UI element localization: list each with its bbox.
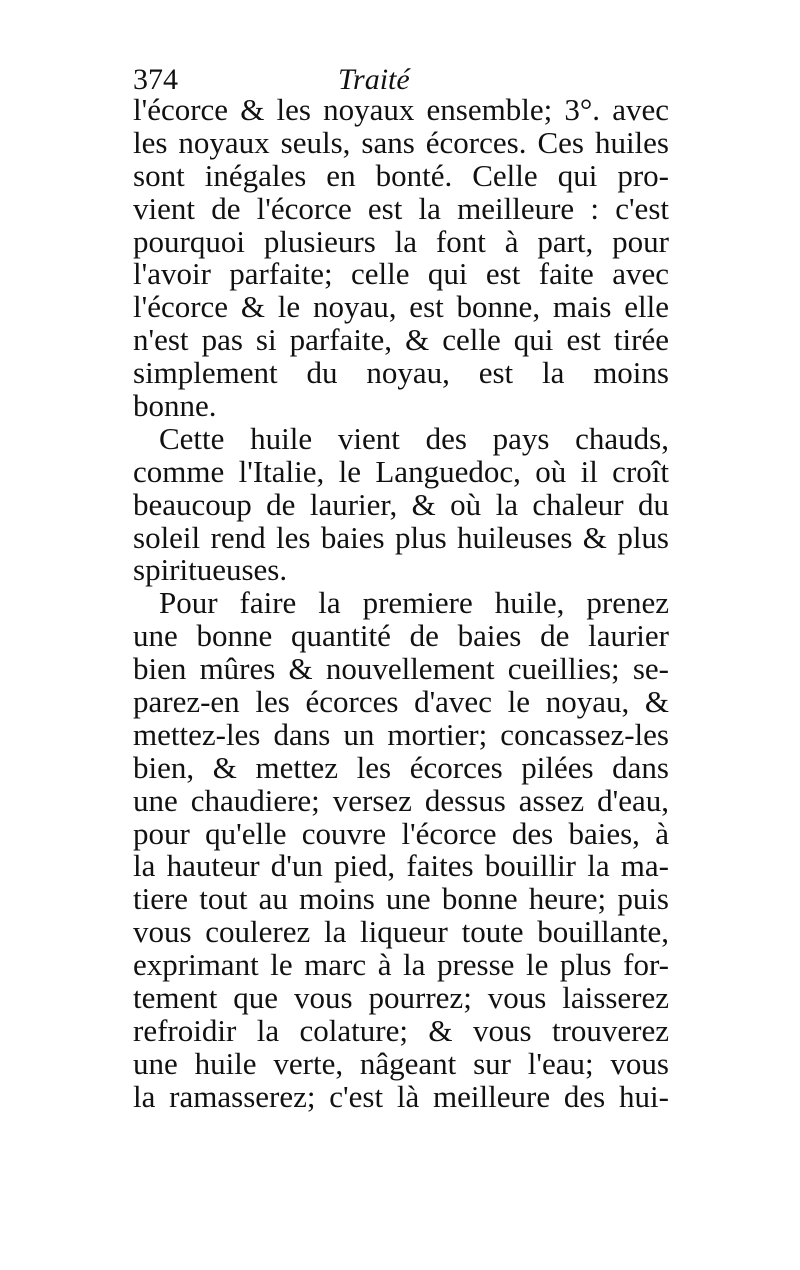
running-head: Traité: [338, 63, 410, 96]
text-line: spiritueuses.: [133, 552, 288, 588]
text-line: les noyaux seuls, sans écorces. Ces huiles: [133, 124, 669, 160]
body-text: [133, 94, 669, 1114]
text-line: l'écorce & les noyaux ensemble; 3°. avec: [133, 92, 669, 127]
page-number: 374: [133, 63, 178, 96]
text-line: pourquoi plusieurs la font à part, pour: [133, 223, 669, 259]
text-line: tement que vous pourrez; vous laisserez: [133, 980, 669, 1016]
text-line: beaucoup de laurier, & où la chaleur du: [133, 486, 669, 522]
text-line: exprimant le marc à la presse le plus for-: [133, 947, 669, 983]
text-line: refroidir la colature; & vous trouverez: [133, 1012, 669, 1048]
text-line: simplement du noyau, est la moins: [133, 355, 669, 391]
text-line: tiere tout au moins une bonne heure; puis: [133, 881, 669, 917]
text-line: une huile verte, nâgeant sur l'eau; vous: [133, 1045, 669, 1081]
text-line: la hauteur d'un pied, faites bouillir la ma-: [133, 848, 669, 884]
text-line: Pour faire la premiere huile, prenez: [159, 585, 669, 621]
text-line: mettez-les dans un mortier; concassez-les: [133, 716, 669, 752]
text-line: l'avoir parfaite; celle qui est faite avec: [133, 256, 669, 292]
paragraph: [133, 420, 669, 588]
text-line: bonne.: [133, 388, 217, 424]
text-line: sont inégales en bonté. Celle qui pro-: [133, 157, 669, 193]
text-line: bien, & mettez les écorces pilées dans: [133, 749, 669, 785]
text-line: parez-en les écorces d'avec le noyau, &: [133, 684, 669, 720]
paragraph: [133, 587, 669, 1113]
text-line: n'est pas si parfaite, & celle qui est tirée: [133, 322, 669, 358]
text-line: vient de l'écorce est la meilleure : c'est: [133, 190, 669, 226]
text-line: une bonne quantité de baies de laurier: [133, 618, 669, 654]
text-line: l'écorce & le noyau, est bonne, mais elle: [133, 289, 669, 325]
text-line: vous coulerez la liqueur toute bouillante,: [133, 914, 669, 950]
text-line: Cette huile vient des pays chauds,: [159, 420, 669, 456]
text-line: bien mûres & nouvellement cueillies; se-: [133, 651, 669, 687]
text-line: une chaudiere; versez dessus assez d'eau,: [133, 782, 669, 818]
text-line: la ramasserez; c'est là meilleure des hui-: [133, 1078, 669, 1114]
paragraph: [133, 94, 669, 423]
text-line: pour qu'elle couvre l'écorce des baies, à: [133, 815, 669, 851]
text-line: comme l'Italie, le Languedoc, où il croît: [133, 453, 669, 489]
text-line: soleil rend les baies plus huileuses & plus: [133, 519, 669, 555]
